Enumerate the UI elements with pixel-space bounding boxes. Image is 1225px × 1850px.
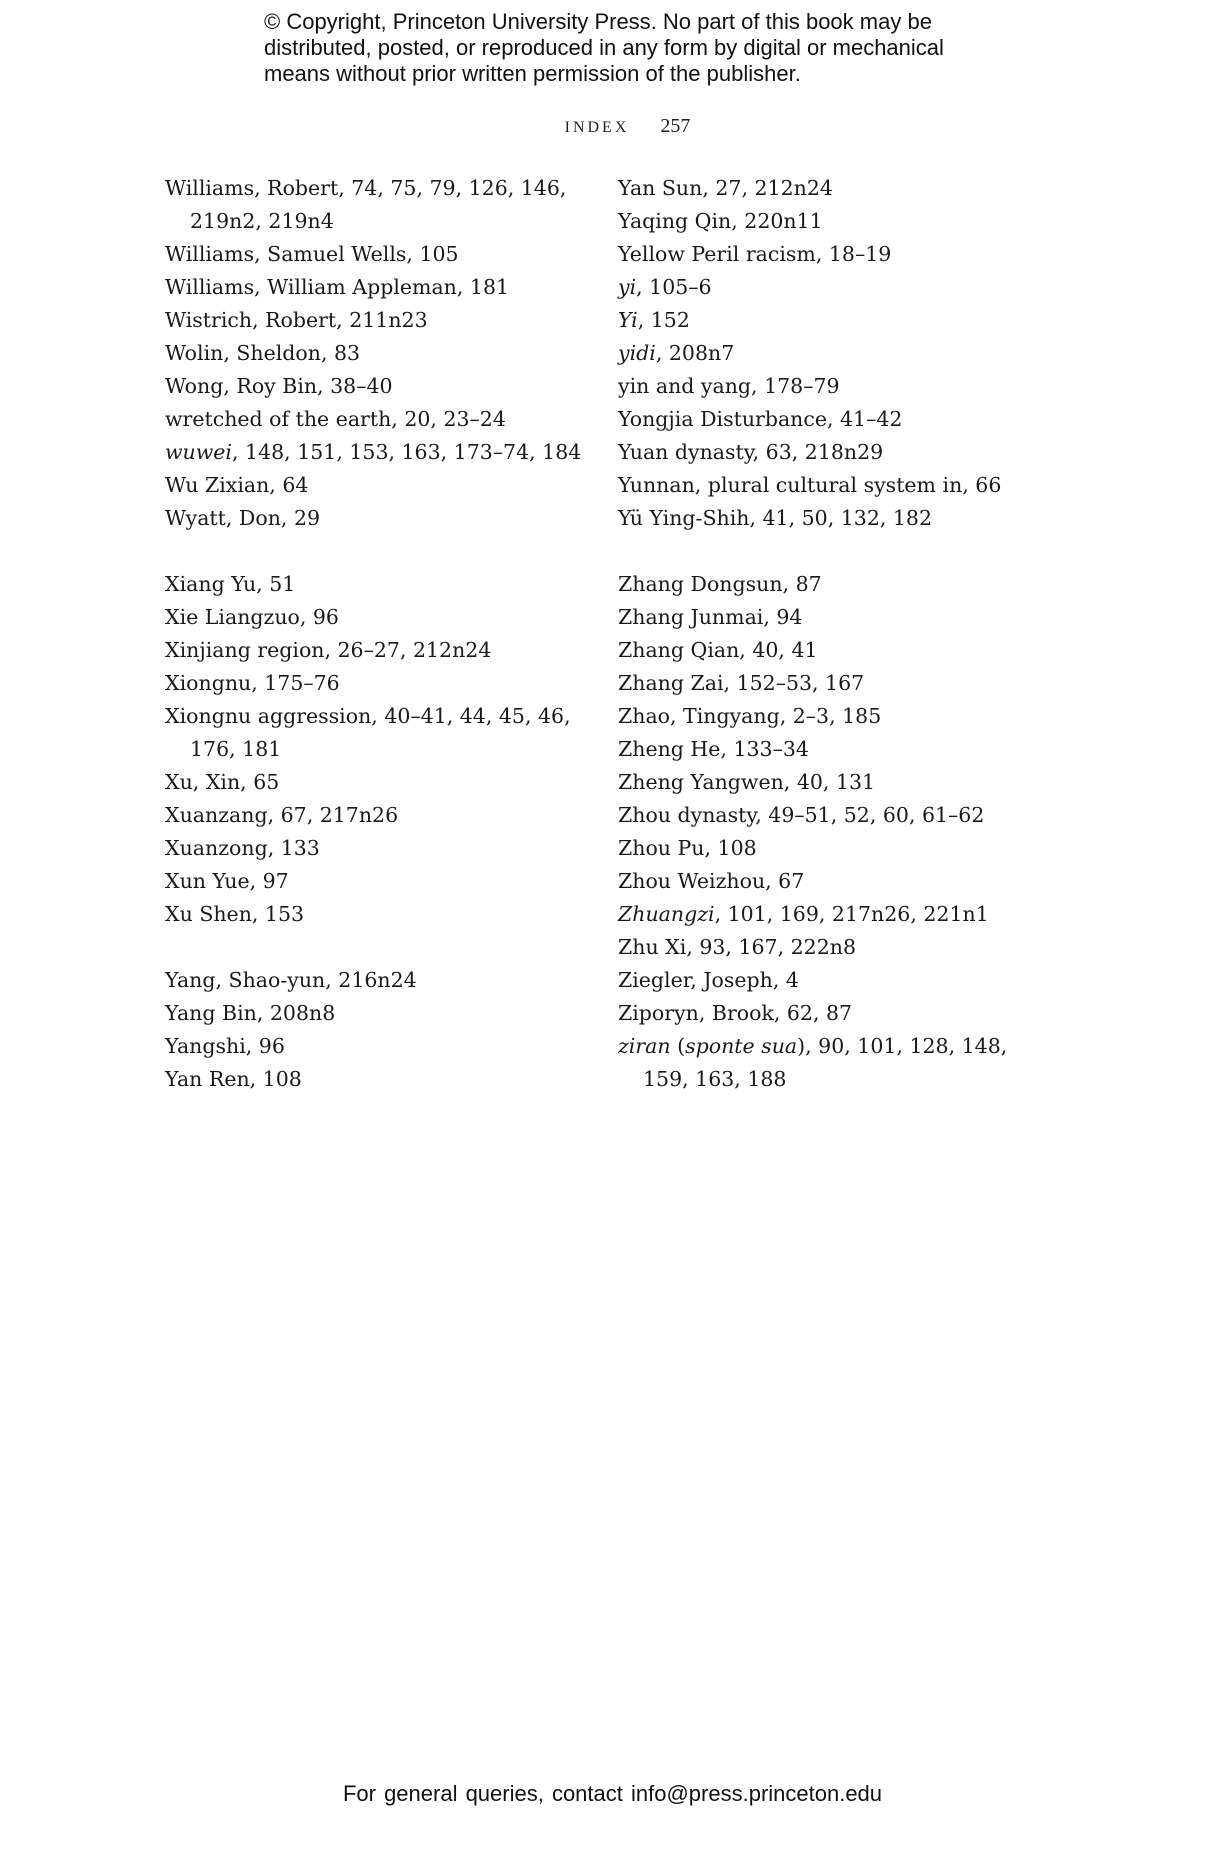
index-punctuation: ( <box>670 1034 686 1058</box>
index-entry: Yongjia Disturbance, 41–42 <box>618 407 903 431</box>
index-entry: Xiang Yu, 51 <box>165 572 296 596</box>
index-entry: Yü Ying-Shih, 41, 50, 132, 182 <box>618 506 933 530</box>
index-entry: Yaqing Qin, 220n11 <box>618 209 823 233</box>
index-term-italic: Zhuangzi <box>618 902 715 926</box>
index-locators: ), 90, 101, 128, 148, 159, 163, 188 <box>643 1034 1008 1091</box>
index-entry: Xinjiang region, 26–27, 212n24 <box>165 638 492 662</box>
page-number: 257 <box>660 115 691 137</box>
index-entry: Xu Shen, 153 <box>165 902 305 926</box>
letter-group-gap <box>165 931 605 964</box>
index-entry <box>618 304 1058 337</box>
index-entry: Wistrich, Robert, 211n23 <box>165 308 428 332</box>
copyright-line-1: © Copyright, Princeton University Press. No part of this book may be <box>264 9 932 34</box>
index-entry: Yangshi, 96 <box>165 1034 285 1058</box>
copyright-line-2: distributed, posted, or reproduced in any form by digital or mechanical <box>264 35 944 60</box>
index-column-left <box>165 172 605 1096</box>
letter-group-gap <box>618 535 1058 568</box>
index-entry: Zhou Pu, 108 <box>618 836 757 860</box>
index-entry <box>618 1030 1058 1096</box>
index-term-italic: wuwei <box>165 440 232 464</box>
index-entry: Zhang Zai, 152–53, 167 <box>618 671 865 695</box>
index-entry: Yunnan, plural cultural system in, 66 <box>618 473 1002 497</box>
index-term-italic: sponte sua <box>685 1034 798 1058</box>
running-head-label: INDEX <box>564 119 630 136</box>
index-entry: Williams, William Appleman, 181 <box>165 275 510 299</box>
index-entry: Yan Ren, 108 <box>165 1067 302 1091</box>
index-term-italic: ziran <box>618 1034 671 1058</box>
index-entry: Zheng He, 133–34 <box>618 737 809 761</box>
index-entry <box>618 271 1058 304</box>
index-entry: Zheng Yangwen, 40, 131 <box>618 770 876 794</box>
index-entry: Yuan dynasty, 63, 218n29 <box>618 440 884 464</box>
copyright-line-3: means without prior written permission of the publisher. <box>264 61 801 86</box>
index-entry: Zhang Dongsun, 87 <box>618 572 822 596</box>
index-entry <box>165 436 605 469</box>
index-entry <box>618 898 1058 931</box>
index-column-right <box>618 172 1058 1096</box>
index-entry: Xuanzong, 133 <box>165 836 320 860</box>
index-entry: Xuanzang, 67, 217n26 <box>165 803 399 827</box>
index-term-italic: Yi <box>618 308 638 332</box>
index-entry: Wyatt, Don, 29 <box>165 506 321 530</box>
index-entry: Xu, Xin, 65 <box>165 770 280 794</box>
footer-contact: For general queries, contact info@press.princeton.edu <box>342 1781 883 1806</box>
index-entry: Williams, Robert, 74, 75, 79, 126, 146, 219n2, 219n4 <box>165 176 567 233</box>
index-entry: wretched of the earth, 20, 23–24 <box>165 407 506 431</box>
index-entry: Zhao, Tingyang, 2–3, 185 <box>618 704 882 728</box>
index-locators: , 105–6 <box>636 275 712 299</box>
index-entry: yin and yang, 178–79 <box>618 374 840 398</box>
index-entry: Wolin, Sheldon, 83 <box>165 341 361 365</box>
index-entry: Wu Zixian, 64 <box>165 473 309 497</box>
index-entry: Xie Liangzuo, 96 <box>165 605 339 629</box>
index-entry: Zhu Xi, 93, 167, 222n8 <box>618 935 857 959</box>
running-head <box>0 112 1225 142</box>
index-term-italic: yi <box>618 275 637 299</box>
index-term-italic: yidi <box>618 341 656 365</box>
index-entry: Zhang Qian, 40, 41 <box>618 638 818 662</box>
copyright-notice <box>264 9 984 87</box>
index-entry: Yellow Peril racism, 18–19 <box>618 242 892 266</box>
index-entry <box>618 337 1058 370</box>
index-entry: Yan Sun, 27, 212n24 <box>618 176 833 200</box>
index-entry: Xun Yue, 97 <box>165 869 289 893</box>
index-entry: Yang, Shao-yun, 216n24 <box>165 968 417 992</box>
index-entry: Zhou dynasty, 49–51, 52, 60, 61–62 <box>618 803 985 827</box>
index-locators: , 152 <box>637 308 690 332</box>
index-entry: Xiongnu aggression, 40–41, 44, 45, 46, 176, 181 <box>165 704 571 761</box>
letter-group-gap <box>165 535 605 568</box>
index-locators: , 208n7 <box>655 341 735 365</box>
index-entry: Ziporyn, Brook, 62, 87 <box>618 1001 853 1025</box>
index-entry: Ziegler, Joseph, 4 <box>618 968 799 992</box>
index-locators: , 101, 169, 217n26, 221n1 <box>714 902 989 926</box>
index-entry: Williams, Samuel Wells, 105 <box>165 242 459 266</box>
index-entry: Zhou Weizhou, 67 <box>618 869 805 893</box>
index-entry: Yang Bin, 208n8 <box>165 1001 336 1025</box>
index-entry: Wong, Roy Bin, 38–40 <box>165 374 393 398</box>
index-entry: Zhang Junmai, 94 <box>618 605 803 629</box>
index-entry: Xiongnu, 175–76 <box>165 671 340 695</box>
index-locators: , 148, 151, 153, 163, 173–74, 184 <box>232 440 582 464</box>
